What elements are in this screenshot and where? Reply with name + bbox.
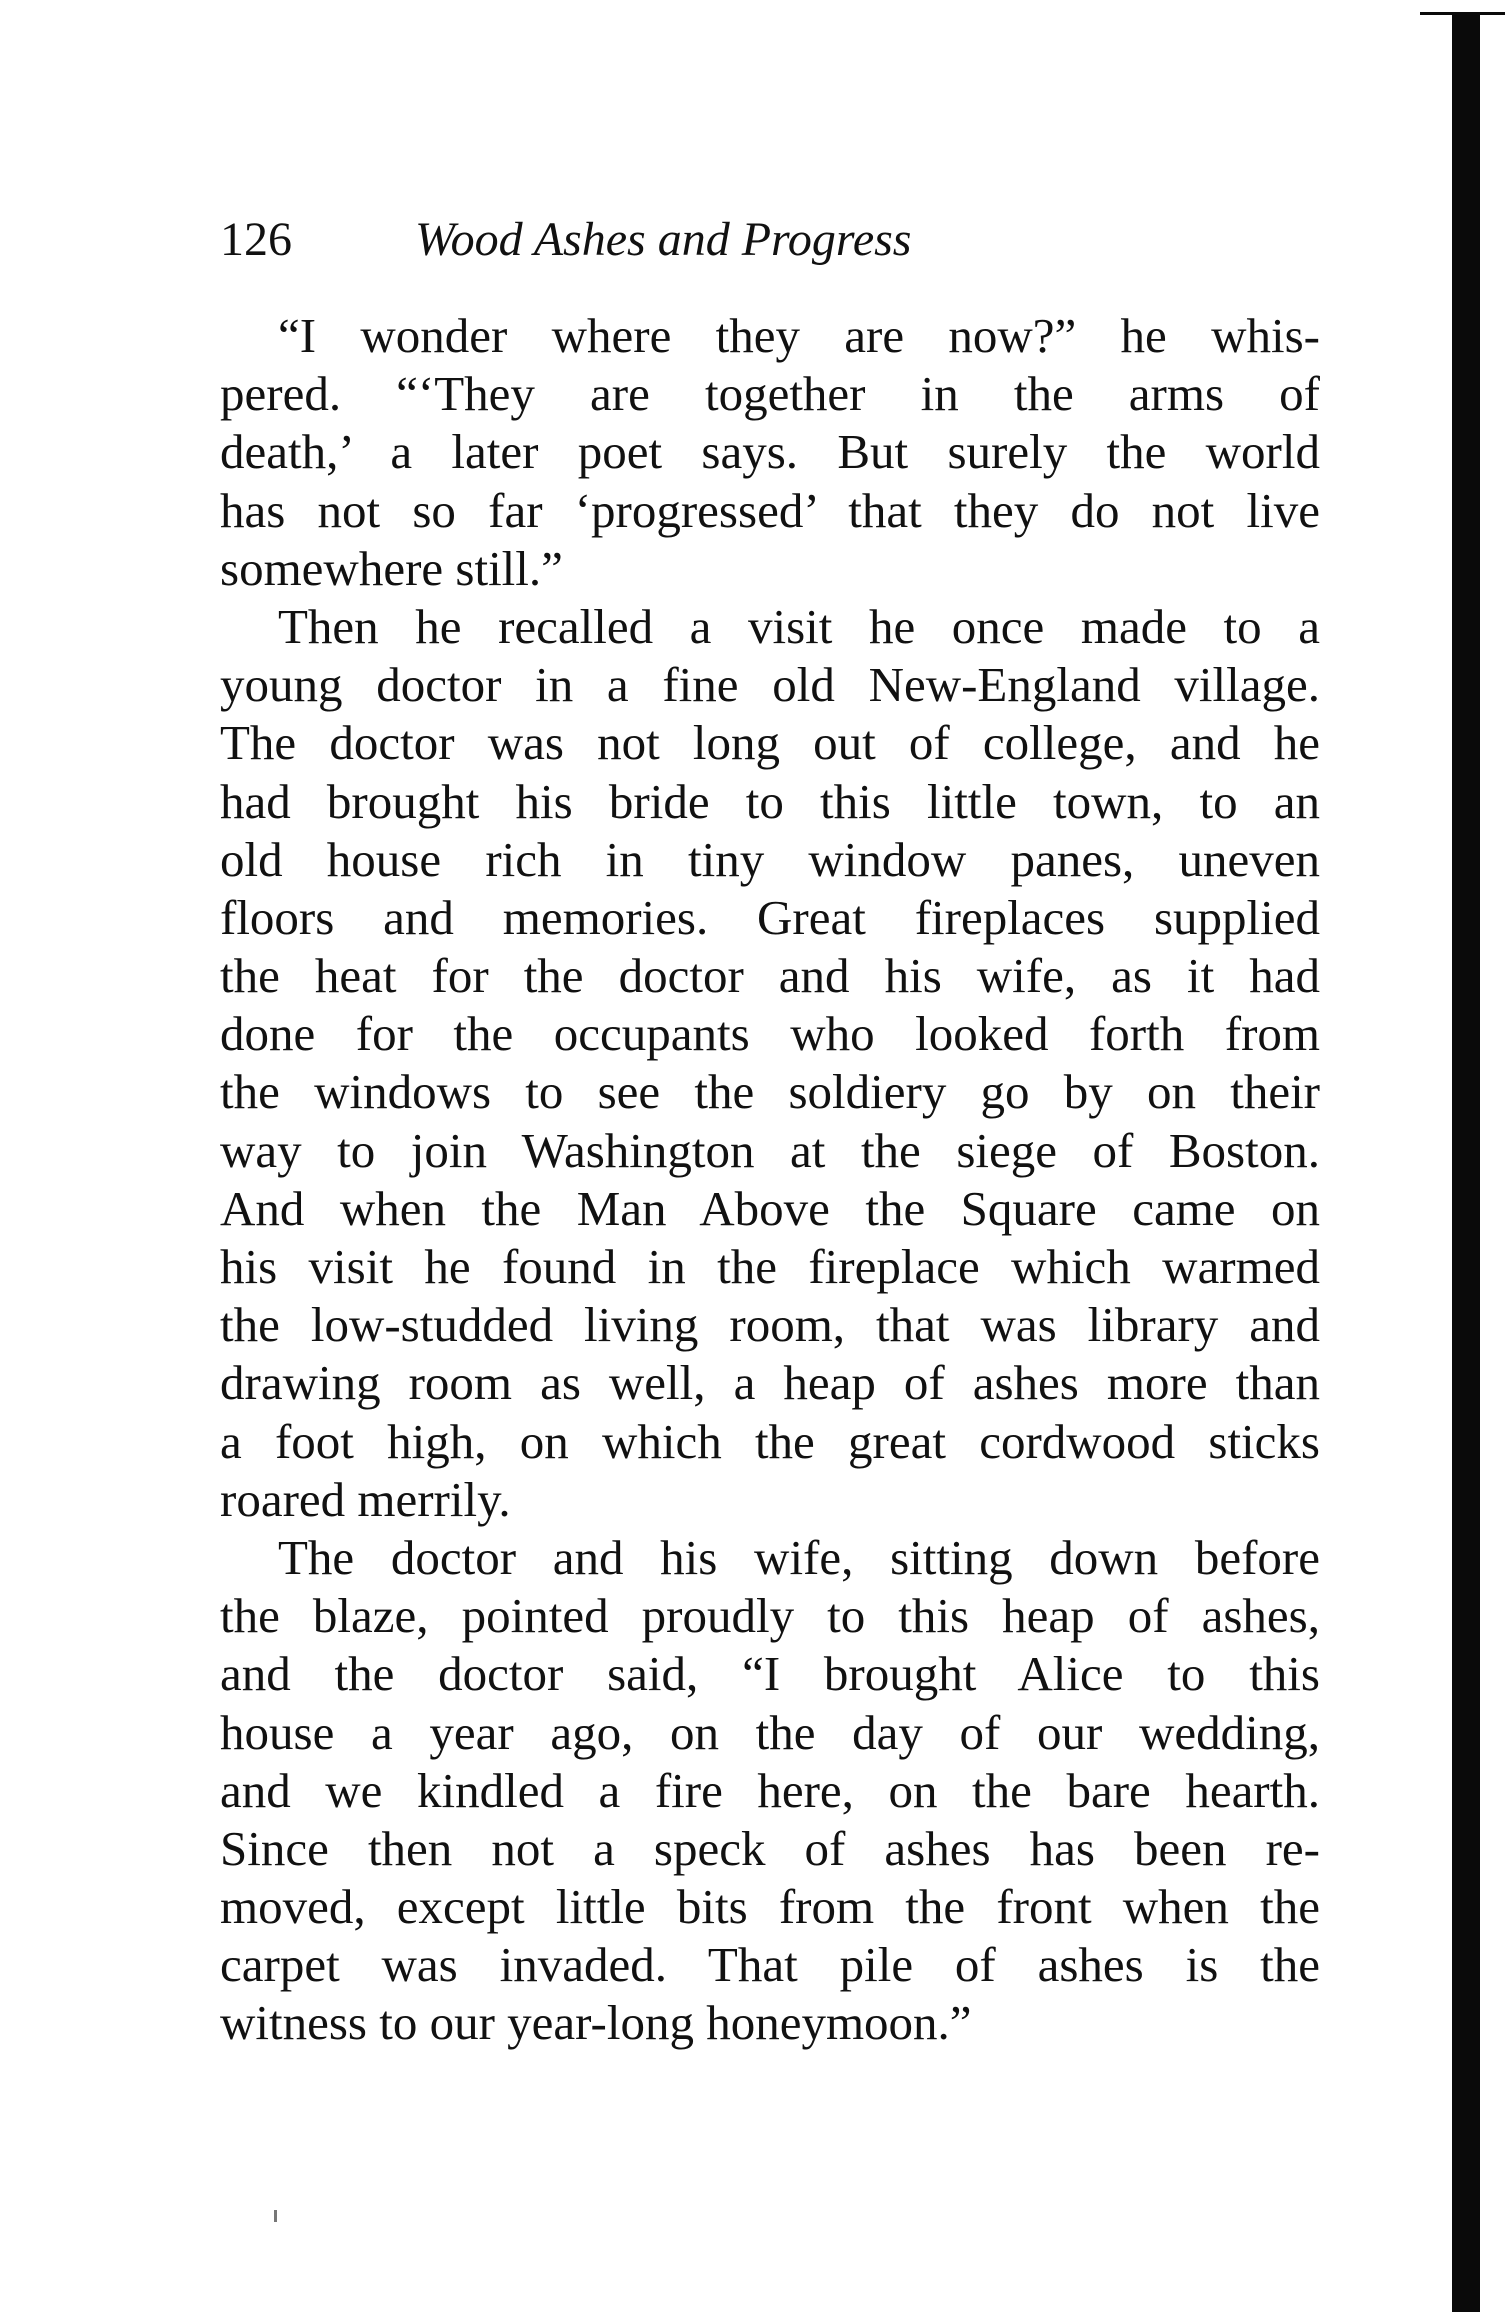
running-title: Wood Ashes and Progress xyxy=(415,213,912,266)
text-line: the low-studded living room, that was library and xyxy=(220,1297,1320,1353)
text-line: and the doctor said, “I brought Alice to this xyxy=(220,1646,1320,1702)
text-line: roared merrily. xyxy=(220,1471,511,1527)
page-number: 126 xyxy=(220,213,292,266)
text-line: “I wonder where they are now?” he whis- xyxy=(278,308,1320,363)
text-line: young doctor in a fine old New-England village. xyxy=(220,657,1320,713)
text-line: Since then not a speck of ashes has been re- xyxy=(220,1820,1320,1876)
text-line: way to join Washington at the siege of Boston. xyxy=(220,1122,1320,1178)
text-line: and we kindled a fire here, on the bare hearth. xyxy=(220,1762,1320,1818)
scan-speck xyxy=(274,2210,277,2222)
text-line: witness to our year-long honeymoon.” xyxy=(220,1995,972,2051)
text-line: carpet was invaded. That pile of ashes is the xyxy=(220,1937,1320,1993)
text-line: had brought his bride to this little town, to an xyxy=(220,773,1320,829)
text-line: moved, except little bits from the front when the xyxy=(220,1879,1320,1935)
text-line: The doctor was not long out of college, and he xyxy=(220,715,1320,771)
text-line: house a year ago, on the day of our wedding, xyxy=(220,1704,1320,1760)
text-line: death,’ a later poet says. But surely the world xyxy=(220,424,1320,480)
scan-edge-shadow xyxy=(1452,12,1480,2312)
text-line: the blaze, pointed proudly to this heap of ashes, xyxy=(220,1588,1320,1644)
text-line: the windows to see the soldiery go by on their xyxy=(220,1064,1320,1120)
text-line: has not so far ‘progressed’ that they do not live xyxy=(220,482,1320,538)
text-line: The doctor and his wife, sitting down before xyxy=(278,1529,1320,1585)
text-line: And when the Man Above the Square came on xyxy=(220,1180,1320,1236)
text-line: somewhere still.” xyxy=(220,540,563,596)
text-line: Then he recalled a visit he once made to a xyxy=(278,598,1320,654)
text-line: done for the occupants who looked forth from xyxy=(220,1006,1320,1062)
text-line: the heat for the doctor and his wife, as it had xyxy=(220,948,1320,1004)
page-body xyxy=(220,307,1320,2053)
page-header xyxy=(220,205,1320,275)
text-line: a foot high, on which the great cordwood sticks xyxy=(220,1413,1320,1469)
text-line: pered. “‘They are together in the arms of xyxy=(220,366,1320,422)
text-line: old house rich in tiny window panes, uneven xyxy=(220,831,1320,887)
text-line: drawing room as well, a heap of ashes more than xyxy=(220,1355,1320,1411)
text-line: floors and memories. Great fireplaces supplied xyxy=(220,889,1320,945)
text-line: his visit he found in the fireplace which warmed xyxy=(220,1239,1320,1294)
